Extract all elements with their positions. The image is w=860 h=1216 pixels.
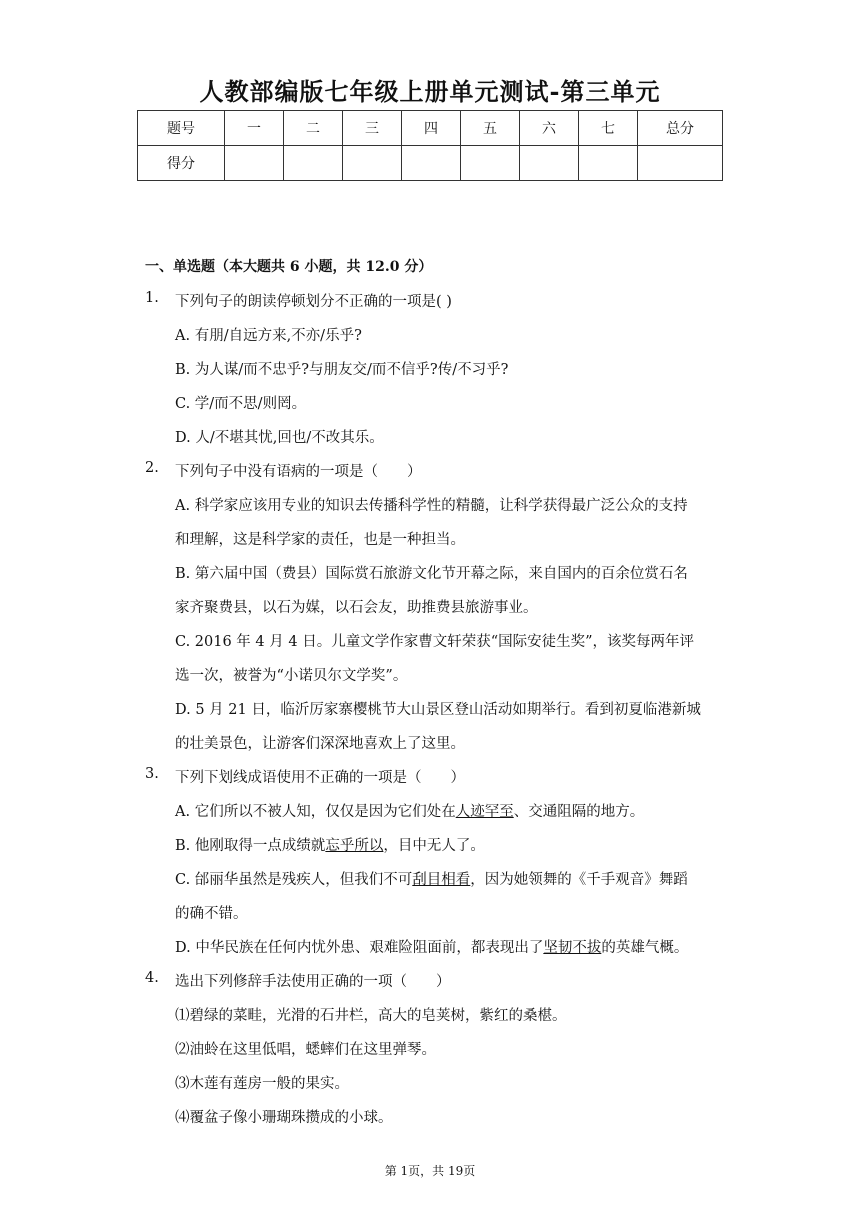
- option-text: A. 它们所以不被人知，仅仅是因为它们处在: [175, 804, 456, 820]
- option-a: [175, 800, 644, 821]
- score-header-cell: 五: [461, 111, 520, 146]
- score-header-cell: 四: [402, 111, 461, 146]
- option-b: B. 为人谋/而不忠乎?与朋友交/而不信乎?传/不习乎?: [175, 362, 509, 378]
- score-header-cell: 总分: [638, 111, 723, 146]
- option-d: [175, 936, 688, 957]
- option-text: C. 邰丽华虽然是残疾人，但我们不可: [175, 872, 413, 888]
- question-number: 4.: [145, 970, 159, 986]
- score-header-cell: 六: [520, 111, 579, 146]
- underlined-idiom: 忘乎所以: [325, 838, 384, 854]
- option-c: C. 学/而不思/则罔。: [175, 396, 307, 412]
- question-stem: 下列句子中没有语病的一项是（ ）: [175, 464, 422, 480]
- question-number: 3.: [145, 766, 159, 782]
- option-text: 、交通阻隔的地方。: [513, 804, 645, 820]
- item-3: ⑶木莲有莲房一般的果实。: [175, 1076, 349, 1092]
- option-a-line2: 和理解，这是科学家的责任，也是一种担当。: [175, 532, 465, 548]
- option-c-line2: 选一次，被誉为“小诺贝尔文学奖”。: [175, 668, 408, 684]
- score-header-cell: 题号: [138, 111, 225, 146]
- option-a: A. 有朋/自远方来,不亦/乐乎?: [175, 328, 362, 344]
- underlined-idiom: 坚韧不拔: [543, 940, 602, 956]
- option-d: D. 人/不堪其忧,回也/不改其乐。: [175, 430, 384, 446]
- item-2: ⑵油蛉在这里低唱，蟋蟀们在这里弹琴。: [175, 1042, 436, 1058]
- score-value-row: [138, 146, 723, 181]
- score-cell[interactable]: [638, 146, 723, 181]
- item-4: ⑷覆盆子像小珊瑚珠攒成的小球。: [175, 1110, 393, 1126]
- score-cell[interactable]: [225, 146, 284, 181]
- page-footer: 第 1页，共 19页: [384, 1164, 476, 1178]
- score-cell[interactable]: [520, 146, 579, 181]
- option-text: ，目中无人了。: [383, 838, 485, 854]
- option-b-line1: B. 第六届中国（费县）国际赏石旅游文化节开幕之际，来自国内的百余位赏石名: [175, 566, 688, 582]
- option-b-line2: 家齐聚费县，以石为媒，以石会友，助推费县旅游事业。: [175, 600, 538, 616]
- option-text: 的英雄气概。: [601, 940, 689, 956]
- score-header-cell: 三: [343, 111, 402, 146]
- score-cell[interactable]: [343, 146, 402, 181]
- score-header-cell: 二: [284, 111, 343, 146]
- score-cell[interactable]: [461, 146, 520, 181]
- score-cell[interactable]: [284, 146, 343, 181]
- question-stem: 下列句子的朗读停顿划分不正确的一项是( ): [175, 294, 452, 310]
- option-text: ，因为她领舞的《千手观音》舞蹈: [470, 872, 688, 888]
- score-cell[interactable]: [579, 146, 638, 181]
- score-table: [137, 110, 723, 181]
- underlined-idiom: 刮目相看: [412, 872, 471, 888]
- option-d-line2: 的壮美景色，让游客们深深地喜欢上了这里。: [175, 736, 465, 752]
- option-b: [175, 834, 485, 855]
- option-c-line1: C. 2016 年 4 月 4 日。儿童文学作家曹文轩荣获“国际安徒生奖”，该奖每两年评: [175, 634, 695, 650]
- question-number: 2.: [145, 460, 159, 476]
- question-stem: 下列下划线成语使用不正确的一项是（ ）: [175, 770, 465, 786]
- score-header-cell: 一: [225, 111, 284, 146]
- question-stem: 选出下列修辞手法使用正确的一项（ ）: [175, 974, 451, 990]
- option-text: B. 他刚取得一点成绩就: [175, 838, 326, 854]
- option-a-line1: A. 科学家应该用专业的知识去传播科学性的精髓，让科学获得最广泛公众的支持: [175, 498, 688, 514]
- score-row-label: 得分: [138, 146, 225, 181]
- option-c-line2: 的确不错。: [175, 906, 248, 922]
- item-1: ⑴碧绿的菜畦，光滑的石井栏，高大的皂荚树，紫红的桑椹。: [175, 1008, 567, 1024]
- underlined-idiom: 人迹罕至: [455, 804, 514, 820]
- option-text: D. 中华民族在任何内忧外患、艰难险阻面前，都表现出了: [175, 940, 544, 956]
- section-heading: 一、单选题（本大题共 6 小题，共 12.0 分）: [145, 259, 433, 275]
- score-header-cell: 七: [579, 111, 638, 146]
- page-title: 人教部编版七年级上册单元测试-第三单元: [199, 77, 661, 106]
- option-c: [175, 868, 688, 889]
- question-number: 1.: [145, 290, 159, 306]
- option-d-line1: D. 5 月 21 日，临沂厉家寨樱桃节大山景区登山活动如期举行。看到初夏临港新城: [175, 702, 701, 718]
- score-header-row: [138, 111, 723, 146]
- score-cell[interactable]: [402, 146, 461, 181]
